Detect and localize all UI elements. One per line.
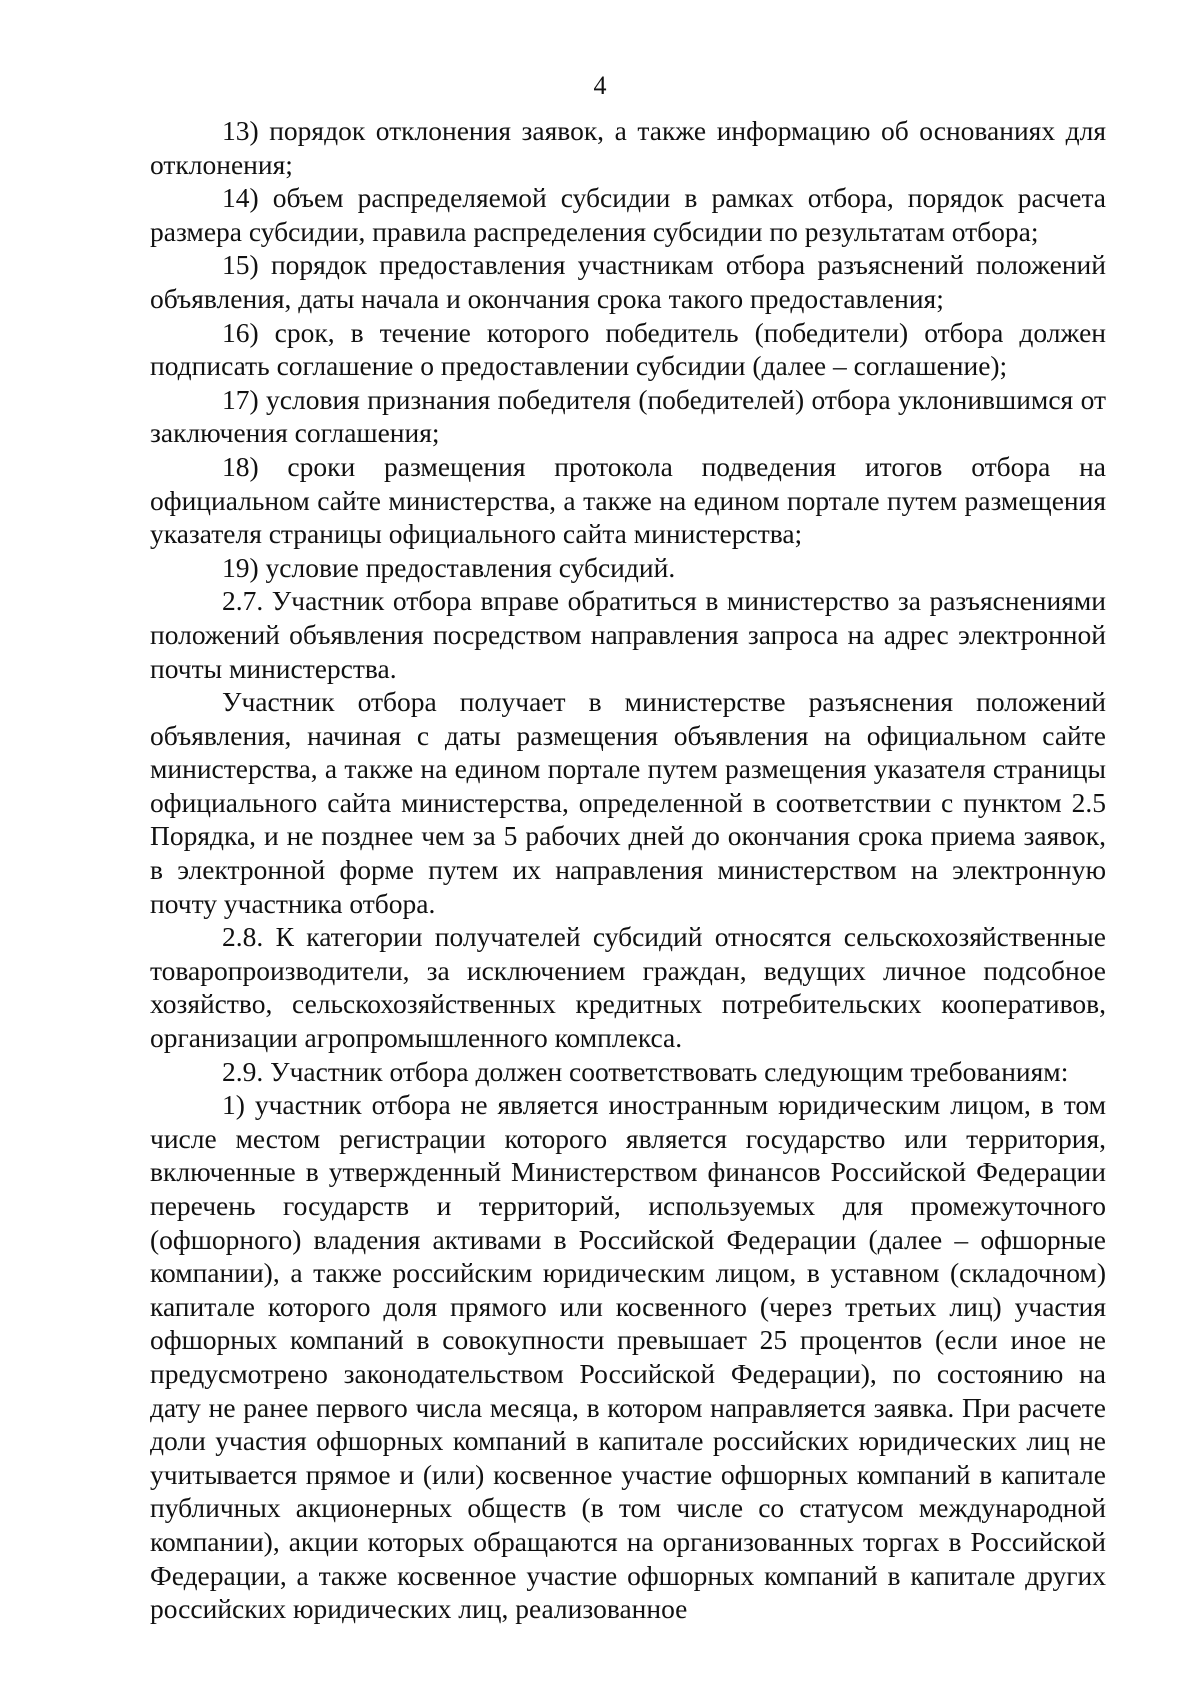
paragraph-item-15: 15) порядок предоставления участникам отбора разъяснений положений объявления, даты начала и окончания срока такого предоставления; [150, 249, 1106, 314]
paragraph-section-2-7-continued: Участник отбора получает в министерстве разъяснения положений объявления, начиная с даты размещения объявления на официальном сайте министерства, а также на едином портале путем размещения указателя страницы официального сайта министерства, определенной в соответствии с пунктом 2.5 Порядка, и не позднее чем за 5 рабочих дней до окончания срока приема заявок, в электронной форме путем их направления министерством на электронную почту участника отбора. [150, 686, 1106, 919]
paragraph-section-2-8: 2.8. К категории получателей субсидий относятся сельскохозяйственные товаропроизводители, за исключением граждан, ведущих личное подсобное хозяйство, сельскохозяйственных кредитных потребительских кооперативов, организации агропромышленного комплекса. [150, 921, 1106, 1054]
paragraph-item-14: 14) объем распределяемой субсидии в рамках отбора, порядок расчета размера субсидии, правила распределения субсидии по результатам отбора; [150, 182, 1106, 247]
paragraph-section-2-9: 2.9. Участник отбора должен соответствовать следующим требованиям: [222, 1055, 1069, 1087]
paragraph-section-2-7: 2.7. Участник отбора вправе обратиться в министерство за разъяснениями положений объявления посредством направления запроса на адрес электронной почты министерства. [150, 585, 1106, 684]
page-number: 4 [593, 71, 607, 100]
paragraph-item-18: 18) сроки размещения протокола подведения итогов отбора на официальном сайте министерства, а также на едином портале путем размещения указателя страницы официального сайта министерства; [150, 450, 1106, 550]
document-body [150, 114, 1106, 1626]
paragraph-item-16: 16) срок, в течение которого победитель (победители) отбора должен подписать соглашение о предоставлении субсидии (далее – соглашение); [150, 316, 1106, 382]
paragraph-item-19: 19) условие предоставления субсидий. [222, 551, 676, 583]
paragraph-requirement-1: 1) участник отбора не является иностранным юридическим лицом, в том числе местом регистрации которого является государство или территория, включенные в утвержденный Министерством финансов Российской Федерации перечень государств и территорий, используемых для промежуточного (офшорного) владения активами в Российской Федерации (далее – офшорные компании), а также российским юридическим лицом, в уставном (складочном) капитале которого доля прямого или косвенного (через третьих лиц) участия офшорных компаний в совокупности превышает 25 процентов (если иное не предусмотрено законодательством Российской Федерации), по состоянию на дату не ранее первого числа месяца, в котором направляется заявка. При расчете доли участия офшорных компаний в капитале российских юридических лиц не учитывается прямое и (или) косвенное участие офшорных компаний в капитале публичных акционерных обществ (в том числе со статусом международной компании), акции которых обращаются на организованных торгах в Российской Федерации, а также косвенное участие офшорных компаний в капитале других российских юридических лиц, реализованное [150, 1089, 1106, 1625]
paragraph-item-13: 13) порядок отклонения заявок, а также информацию об основаниях для отклонения; [150, 115, 1106, 180]
paragraph-item-17: 17) условия признания победителя (победителей) отбора уклонившимся от заключения соглашения; [150, 383, 1106, 449]
